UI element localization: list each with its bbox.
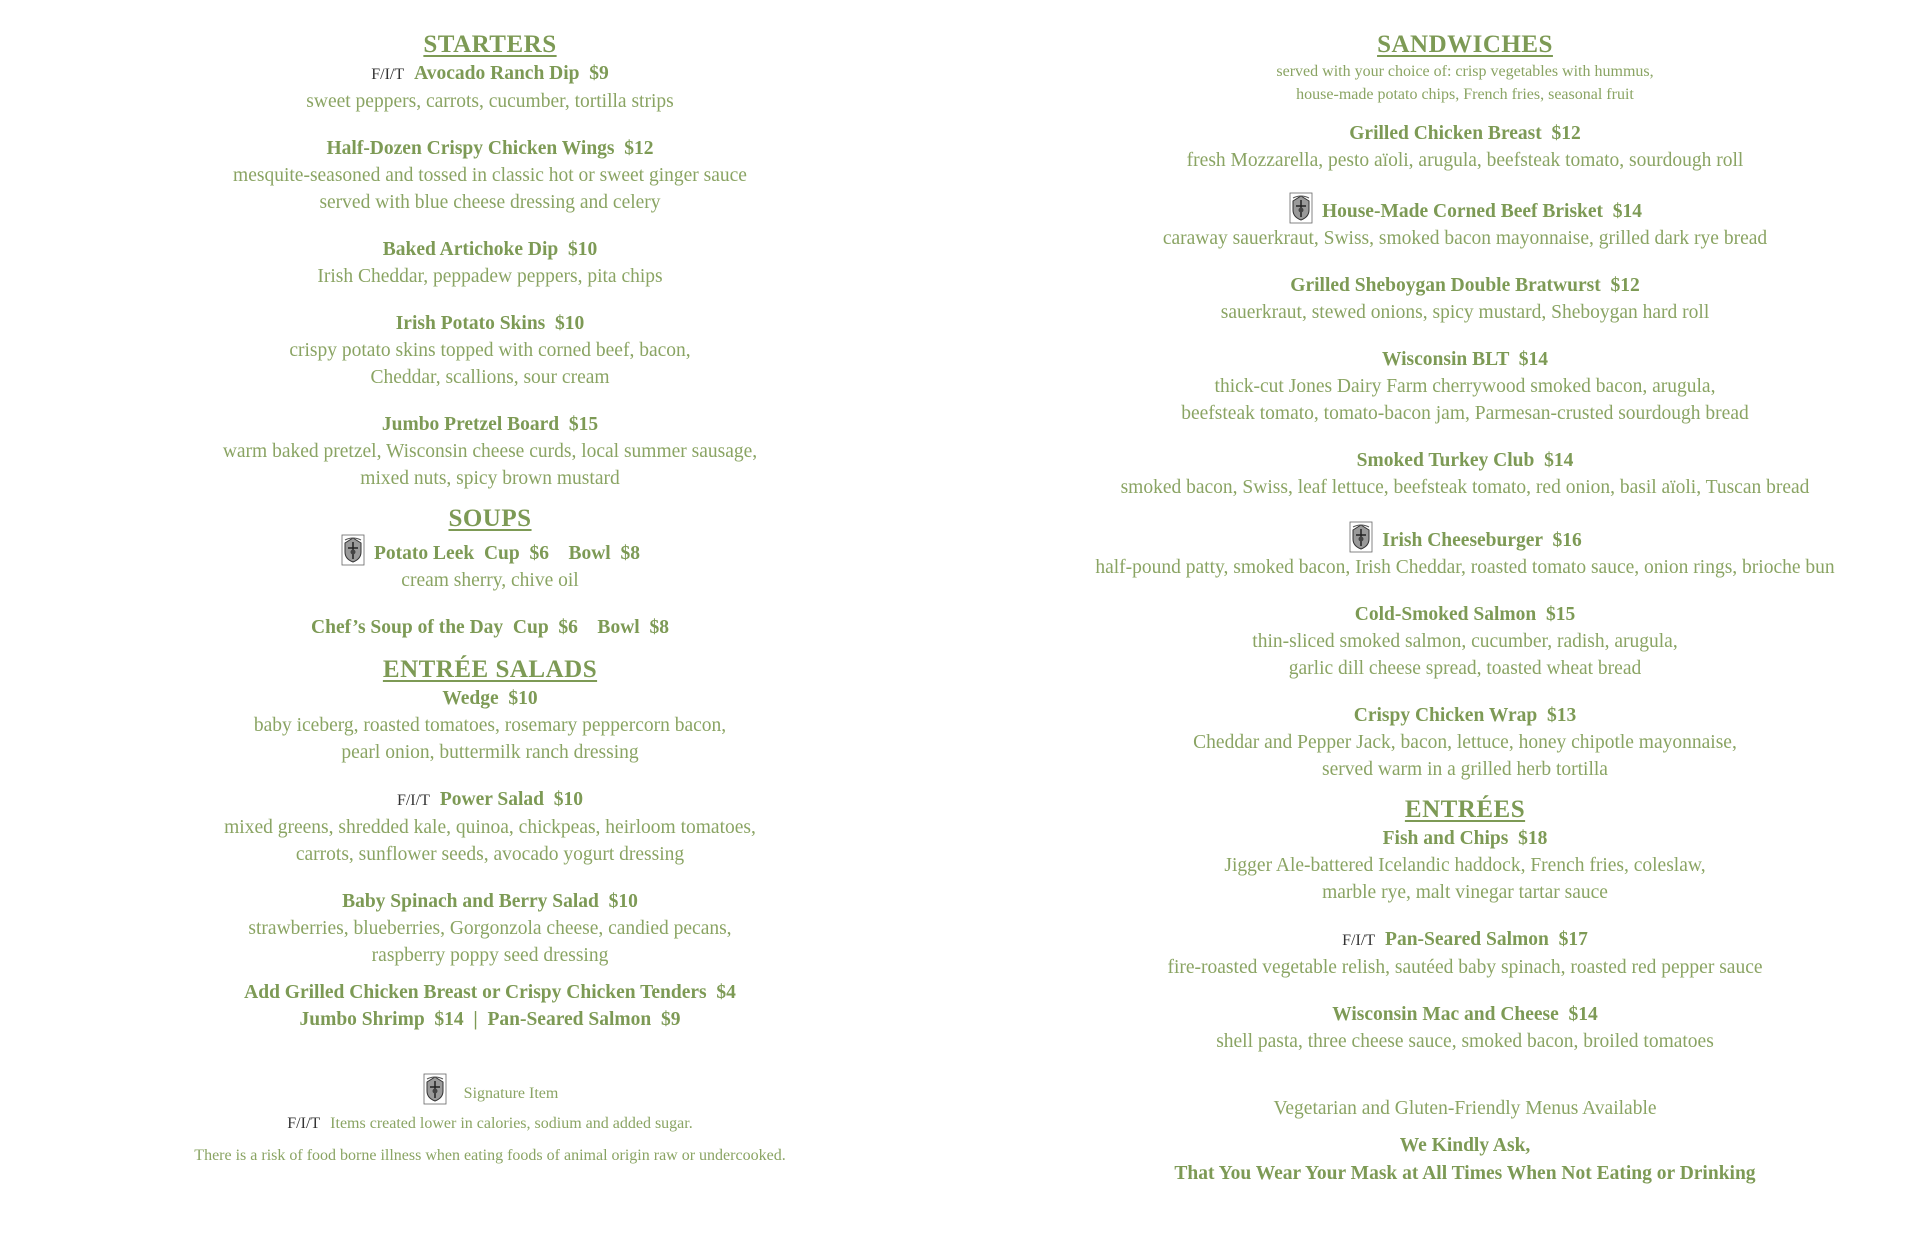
crest-icon bbox=[1288, 192, 1314, 224]
menu-item bbox=[1040, 447, 1890, 501]
item-name-price: Wedge $10 bbox=[442, 688, 538, 709]
menu-item bbox=[140, 310, 840, 391]
sandwiches-subtitle bbox=[1040, 60, 1890, 106]
food-warning: There is a risk of food borne illness when eating foods of animal origin raw or undercooked. bbox=[194, 1147, 786, 1164]
mask-note-line: That You Wear Your Mask at All Times When Not Eating or Drinking bbox=[1174, 1163, 1756, 1184]
mask-note-line: We Kindly Ask, bbox=[1399, 1135, 1531, 1156]
crest-icon bbox=[422, 1073, 448, 1105]
item-desc: Cheddar, scallions, sour cream bbox=[370, 367, 610, 388]
item-desc: garlic dill cheese spread, toasted wheat bread bbox=[1288, 658, 1642, 679]
item-name-price: Baked Artichoke Dip $10 bbox=[382, 239, 598, 260]
menu-item bbox=[140, 888, 840, 969]
left-column bbox=[140, 30, 840, 1167]
entrees-title: ENTRÉES bbox=[1404, 796, 1526, 823]
fit-label: F/I/T bbox=[1342, 932, 1376, 949]
fit-legend-text: Items created lower in calories, sodium and added sugar. bbox=[330, 1115, 693, 1132]
item-name-price: Crispy Chicken Wrap $13 bbox=[1353, 705, 1577, 726]
menu-item bbox=[1040, 601, 1890, 682]
item-desc: crispy potato skins topped with corned beef, bacon, bbox=[289, 340, 691, 361]
menu-item bbox=[1040, 192, 1890, 252]
veg-note: Vegetarian and Gluten-Friendly Menus Available bbox=[1273, 1098, 1657, 1119]
item-desc: fire-roasted vegetable relish, sautéed baby spinach, roasted red pepper sauce bbox=[1167, 957, 1763, 978]
menu-item bbox=[140, 685, 840, 766]
fit-legend bbox=[140, 1113, 840, 1135]
right-column bbox=[1040, 30, 1890, 1188]
item-desc: smoked bacon, Swiss, leaf lettuce, beefsteak tomato, red onion, basil aïoli, Tuscan bread bbox=[1120, 477, 1810, 498]
menu-item bbox=[140, 236, 840, 290]
item-desc: baby iceberg, roasted tomatoes, rosemary peppercorn bacon, bbox=[253, 715, 727, 736]
item-name-price: Wisconsin Mac and Cheese $14 bbox=[1332, 1004, 1598, 1025]
item-name-price: House-Made Corned Beef Brisket $14 bbox=[1321, 201, 1643, 222]
menu-item bbox=[140, 135, 840, 216]
fit-label: F/I/T bbox=[287, 1115, 321, 1132]
item-desc: shell pasta, three cheese sauce, smoked bacon, broiled tomatoes bbox=[1216, 1031, 1714, 1052]
addons bbox=[140, 979, 840, 1033]
item-name-price: Pan-Seared Salmon $17 bbox=[1385, 929, 1588, 950]
menu-item bbox=[1040, 272, 1890, 326]
signature-legend bbox=[140, 1073, 840, 1105]
item-desc: warm baked pretzel, Wisconsin cheese curds, local summer sausage, bbox=[222, 441, 758, 462]
item-name-price: Grilled Sheboygan Double Bratwurst $12 bbox=[1290, 275, 1640, 296]
item-desc: served with blue cheese dressing and celery bbox=[319, 192, 661, 213]
sandwiches-title: SANDWICHES bbox=[1377, 31, 1553, 58]
item-desc: Irish Cheddar, peppadew peppers, pita chips bbox=[317, 266, 663, 287]
item-desc: fresh Mozzarella, pesto aïoli, arugula, beefsteak tomato, sourdough roll bbox=[1186, 150, 1744, 171]
item-name-price: Wisconsin BLT $14 bbox=[1381, 349, 1548, 370]
item-name-price: Fish and Chips $18 bbox=[1382, 828, 1548, 849]
item-name-price: Avocado Ranch Dip $9 bbox=[414, 63, 609, 84]
item-desc: carrots, sunflower seeds, avocado yogurt dressing bbox=[295, 844, 685, 865]
menu-item bbox=[1040, 702, 1890, 783]
item-desc: mixed nuts, spicy brown mustard bbox=[360, 468, 620, 489]
item-name-price: Grilled Chicken Breast $12 bbox=[1349, 123, 1581, 144]
menu-item bbox=[140, 60, 840, 115]
item-name-price: Power Salad $10 bbox=[439, 789, 584, 810]
addon-line: Jumbo Shrimp $14 | Pan-Seared Salmon $9 bbox=[299, 1009, 681, 1030]
menu-item bbox=[140, 411, 840, 492]
menu-item bbox=[1040, 1001, 1890, 1055]
item-desc: marble rye, malt vinegar tartar sauce bbox=[1322, 882, 1608, 903]
menu-item bbox=[140, 786, 840, 868]
addon-line: Add Grilled Chicken Breast or Crispy Chicken Tenders $4 bbox=[244, 982, 736, 1003]
menu-item bbox=[1040, 825, 1890, 906]
fit-label: F/I/T bbox=[396, 792, 430, 809]
item-name-price: Potato Leek Cup $6 Bowl $8 bbox=[374, 543, 640, 564]
crest-icon bbox=[340, 534, 366, 566]
item-desc: served warm in a grilled herb tortilla bbox=[1322, 759, 1608, 780]
item-desc: cream sherry, chive oil bbox=[401, 570, 579, 591]
subtitle-line: house-made potato chips, French fries, seasonal fruit bbox=[1296, 86, 1634, 103]
menu-item bbox=[1040, 346, 1890, 427]
menu-item bbox=[140, 614, 840, 641]
item-name-price: Cold-Smoked Salmon $15 bbox=[1354, 604, 1576, 625]
signature-legend-text: Signature Item bbox=[463, 1085, 559, 1102]
item-name-price: Baby Spinach and Berry Salad $10 bbox=[342, 891, 638, 912]
item-desc: thick-cut Jones Dairy Farm cherrywood smoked bacon, arugula, bbox=[1214, 376, 1716, 397]
item-desc: strawberries, blueberries, Gorgonzola cheese, candied pecans, bbox=[248, 918, 732, 939]
menu-item bbox=[1040, 521, 1890, 581]
fit-label: F/I/T bbox=[371, 66, 405, 83]
item-desc: pearl onion, buttermilk ranch dressing bbox=[341, 742, 639, 763]
menu-item bbox=[1040, 926, 1890, 981]
soups-title: SOUPS bbox=[448, 505, 532, 532]
item-desc: mixed greens, shredded kale, quinoa, chickpeas, heirloom tomatoes, bbox=[224, 817, 756, 838]
item-desc: Jigger Ale-battered Icelandic haddock, French fries, coleslaw, bbox=[1224, 855, 1706, 876]
salads-title: ENTRÉE SALADS bbox=[382, 656, 598, 683]
item-desc: sauerkraut, stewed onions, spicy mustard, Sheboygan hard roll bbox=[1220, 302, 1710, 323]
crest-icon bbox=[1348, 521, 1374, 553]
item-desc: half-pound patty, smoked bacon, Irish Cheddar, roasted tomato sauce, onion rings, brioche bun bbox=[1095, 557, 1835, 578]
item-name-price: Irish Potato Skins $10 bbox=[395, 313, 585, 334]
item-desc: caraway sauerkraut, Swiss, smoked bacon mayonnaise, grilled dark rye bread bbox=[1162, 228, 1768, 249]
item-name-price: Smoked Turkey Club $14 bbox=[1356, 450, 1574, 471]
item-name-price: Chef’s Soup of the Day Cup $6 Bowl $8 bbox=[311, 617, 669, 638]
item-desc: thin-sliced smoked salmon, cucumber, radish, arugula, bbox=[1252, 631, 1678, 652]
subtitle-line: served with your choice of: crisp vegetables with hummus, bbox=[1276, 63, 1654, 80]
menu-item bbox=[140, 534, 840, 594]
item-desc: mesquite-seasoned and tossed in classic hot or sweet ginger sauce bbox=[233, 165, 747, 186]
starters-title: STARTERS bbox=[423, 31, 557, 58]
item-desc: Cheddar and Pepper Jack, bacon, lettuce, honey chipotle mayonnaise, bbox=[1193, 732, 1737, 753]
item-desc: raspberry poppy seed dressing bbox=[371, 945, 609, 966]
menu-item bbox=[1040, 120, 1890, 174]
item-desc: beefsteak tomato, tomato-bacon jam, Parmesan-crusted sourdough bread bbox=[1181, 403, 1749, 424]
item-name-price: Jumbo Pretzel Board $15 bbox=[381, 414, 599, 435]
item-desc: sweet peppers, carrots, cucumber, tortilla strips bbox=[306, 91, 674, 112]
item-name-price: Half-Dozen Crispy Chicken Wings $12 bbox=[326, 138, 654, 159]
item-name-price: Irish Cheeseburger $16 bbox=[1382, 530, 1582, 551]
